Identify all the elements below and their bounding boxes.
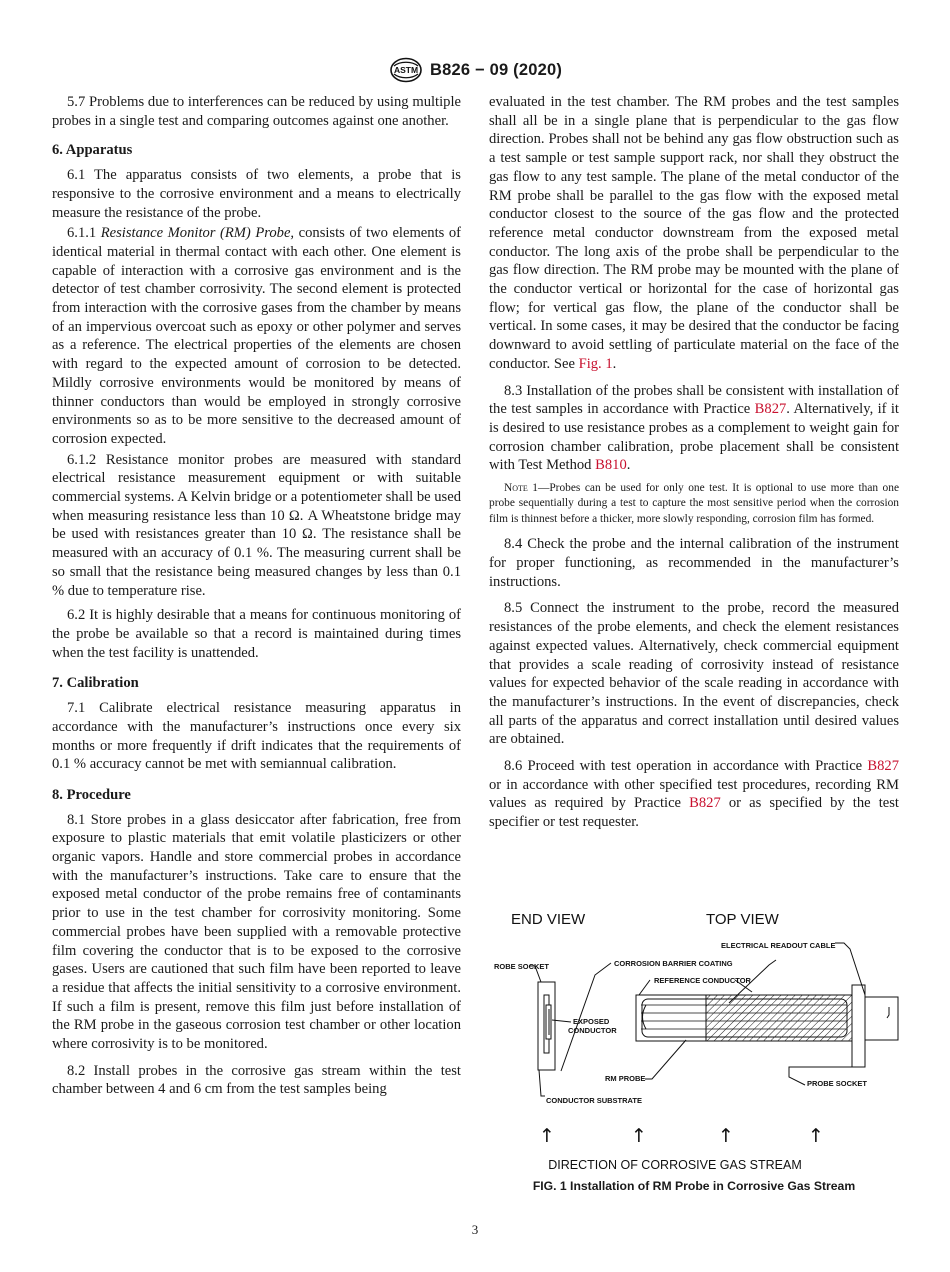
left-column <box>52 93 461 1099</box>
note-1 <box>489 481 899 527</box>
exposed-conductor-label-2: CONDUCTOR <box>568 1026 617 1035</box>
para-8-2: 8.2 Install probes in the corrosive gas stream within the test chamber between 4 and 6 cm from the test samples being <box>52 1062 461 1098</box>
reference-conductor-label: REFERENCE CONDUCTOR <box>654 976 751 985</box>
note-text: 1—Probes can be used for only one test. It is optional to use more than one probe sequentially during a test to capture the most sensitive period when the corrosion film is thinnest before a thicker, more slowly responding, corrosion film has formed. <box>489 482 899 525</box>
probe-socket-right-label: PROBE SOCKET <box>807 1079 868 1088</box>
right-column <box>489 93 899 832</box>
rm-probe-label: RM PROBE <box>605 1074 646 1083</box>
readout-cable <box>865 997 898 1040</box>
b827-link-3[interactable]: B827 <box>689 795 721 812</box>
section-6-heading: 6. Apparatus <box>52 142 133 159</box>
note-label: Note <box>504 482 528 495</box>
para-7-1: 7.1 Calibrate electrical resistance measuring apparatus in accordance with the manufacturer’s instructions once every six months or more frequently if drift indicates that the requirements of 0.1 % accuracy cannot be met with semiannual calibration. <box>52 700 461 773</box>
gas-flow-arrow-2: ↑ <box>631 1125 647 1147</box>
astm-logo-icon <box>388 57 424 83</box>
page-number: 3 <box>471 1222 479 1237</box>
para-6-1-1 <box>52 224 461 448</box>
b810-link[interactable]: B810 <box>595 457 627 474</box>
gas-direction-label: DIRECTION OF CORROSIVE GAS STREAM <box>548 1158 802 1172</box>
para-8-1: 8.1 Store probes in a glass desiccator after fabrication, free from exposure to plastic materials that emit volatile plasticizers or other organic vapors. Handle and store commercial probes in accordance with the manufacturer’s instructions. Take care to ensure that the exposed metal conductor of the probe remains free of contaminants prior to use in the test chamber for corrosivity monitoring. Some commercial probes have been supplied with a removable protective film covering the conductor that is to be exposed to the corrosive gases. Users are cautioned that such film have been reported to leave a residue that affects the initial sensitivity to a corrosive environment. If such a film is present, remove this film just before installation of the RM probe in the gaseous corrosion test chamber or other location where corrosivity is to be monitored. <box>52 811 461 1053</box>
para-8-5: 8.5 Connect the instrument to the probe, record the measured resistances of the probe elements, and check the element resistances against expected values. Alternatively, check commercial equipment that provides a scale reading of corrosivity instead of resistance values for expected behavior of the scale reading in accordance with the manufacturer’s instructions. In the event of discrepancies, check all parts of the apparatus and correct installation until desired values are obtained. <box>489 600 899 748</box>
logo-text: ASTM <box>393 65 418 75</box>
para-6-2: 6.2 It is highly desirable that a means for continuous monitoring of the probe be available so that a record is maintained during times when the test facility is unattended. <box>52 607 461 661</box>
para-8-6: 8.6 Proceed with test operation in accordance with Practice B827 or in accordance with other specified test procedures, recording RM values as required by Practice B827 or as specified by the test specifier or test requester. <box>489 758 899 831</box>
section-8-heading: 8. Procedure <box>52 786 131 803</box>
probe-installation-diagram <box>489 905 899 1177</box>
b827-link[interactable]: B827 <box>754 401 787 418</box>
conductor-substrate-label: CONDUCTOR SUBSTRATE <box>546 1096 642 1105</box>
para-6-1: 6.1 The apparatus consists of two elements, a probe that is responsive to the corrosive environment and a means to electrically measure the resistance of the probe. <box>52 167 461 221</box>
gas-flow-arrow-1: ↑ <box>539 1125 555 1147</box>
gas-flow-arrow-3: ↑ <box>718 1125 734 1147</box>
b827-link-2[interactable]: B827 <box>867 758 899 775</box>
figure-1-link[interactable]: Fig. 1 <box>578 355 613 372</box>
electrical-cable-label: ELECTRICAL READOUT CABLE <box>721 941 836 950</box>
para-6-1-1-body: consists of two elements of identical material in thermal contact with each other. One element is capable of interaction with a corrosive gas environment and is the detector of test chamber corrosivity. The second element is protected from interaction with the corrosive gases from the chamber by means of an impervious overcoat such as epoxy or other polymer and serves as a reference. The electrical properties of the elements are chosen with regard to the expected amount of corrosion to be detected. Mildly corrosive environments would be monitored by means of thinner conductors than would be employed in strongly corrosive environments so as to be more sensitive to the decreased amount of corrosion expected. <box>52 225 461 447</box>
para-6-1-1-number: 6.1.1 <box>67 225 97 242</box>
probe-socket-right <box>852 985 865 1067</box>
corrosion-barrier-label: CORROSION BARRIER COATING <box>614 959 733 968</box>
para-5-7: 5.7 Problems due to interferences can be reduced by using multiple probes in a single test and comparing outcomes against one another. <box>52 94 461 129</box>
exposed-conductor-label-1: EXPOSED <box>573 1017 610 1026</box>
figure-1 <box>489 905 899 1193</box>
top-view-label: TOP VIEW <box>706 911 779 928</box>
gas-flow-arrow-4: ↑ <box>808 1125 824 1147</box>
section-7-heading: 7. Calibration <box>52 675 139 692</box>
para-8-2-continued: evaluated in the test chamber. The RM probes and the test samples shall all be in a single plane that is perpendicular to the gas flow direction. Probes shall not be behind any gas flow obstruction such as a test sample or test sample support rack, nor shall they obstruct the gas flow to any test sample. The plane of the metal conductor of the RM probe shall be parallel to the gas flow with the exposed metal conductor closest to the source of the gas flow and the protected reference metal conductor downstream from the exposed metal conductor. The long axis of the probe shall be perpendicular to the gas flow direction. The RM probe may be mounted with the plane of the conductor vertical or horizontal for the case of horizontal gas flow; for vertical gas flow, the plane of the conductor shall be vertical. In some cases, it may be desired that the conductor be facing downward to avoid settling of particulate material on the face of the conductor. See Fig. 1. <box>489 94 899 372</box>
standard-designation: B826 − 09 (2020) <box>429 60 563 79</box>
reference-conductor-hatched <box>706 995 852 1041</box>
para-6-1-1-title: Resistance Monitor (RM) Probe, <box>100 225 295 242</box>
para-8-3: 8.3 Installation of the probes shall be consistent with installation of the test samples in accordance with Practice B827. Alternatively, if it is desired to use resistance probes as a complement to weight gain for corrosion chamber calibration, probe placement shall be consistent with Test Method B810. <box>489 382 899 474</box>
para-8-4: 8.4 Check the probe and the internal calibration of the instrument for proper functioning, as recommended in the manufacturer’s instructions. <box>489 536 899 590</box>
page-header <box>0 57 950 83</box>
probe-socket-left-label: ROBE SOCKET <box>494 962 550 971</box>
para-6-1-2: 6.1.2 Resistance monitor probes are measured with standard electrical resistance measurement equipment or with suitable commercial systems. A Kelvin bridge or a potentiometer shall be used when measuring resistance less than 10 Ω. A Wheatstone bridge may be used with resistances greater than 10 Ω. The resistance shall be measured with an accuracy of 0.1 %. The measuring current shall be so small that the resistance being measured changes by less than 0.1 % due to temperature rise. <box>52 451 461 599</box>
figure-caption: FIG. 1 Installation of RM Probe in Corrosive Gas Stream <box>532 1179 856 1193</box>
end-view-label: END VIEW <box>511 911 586 928</box>
